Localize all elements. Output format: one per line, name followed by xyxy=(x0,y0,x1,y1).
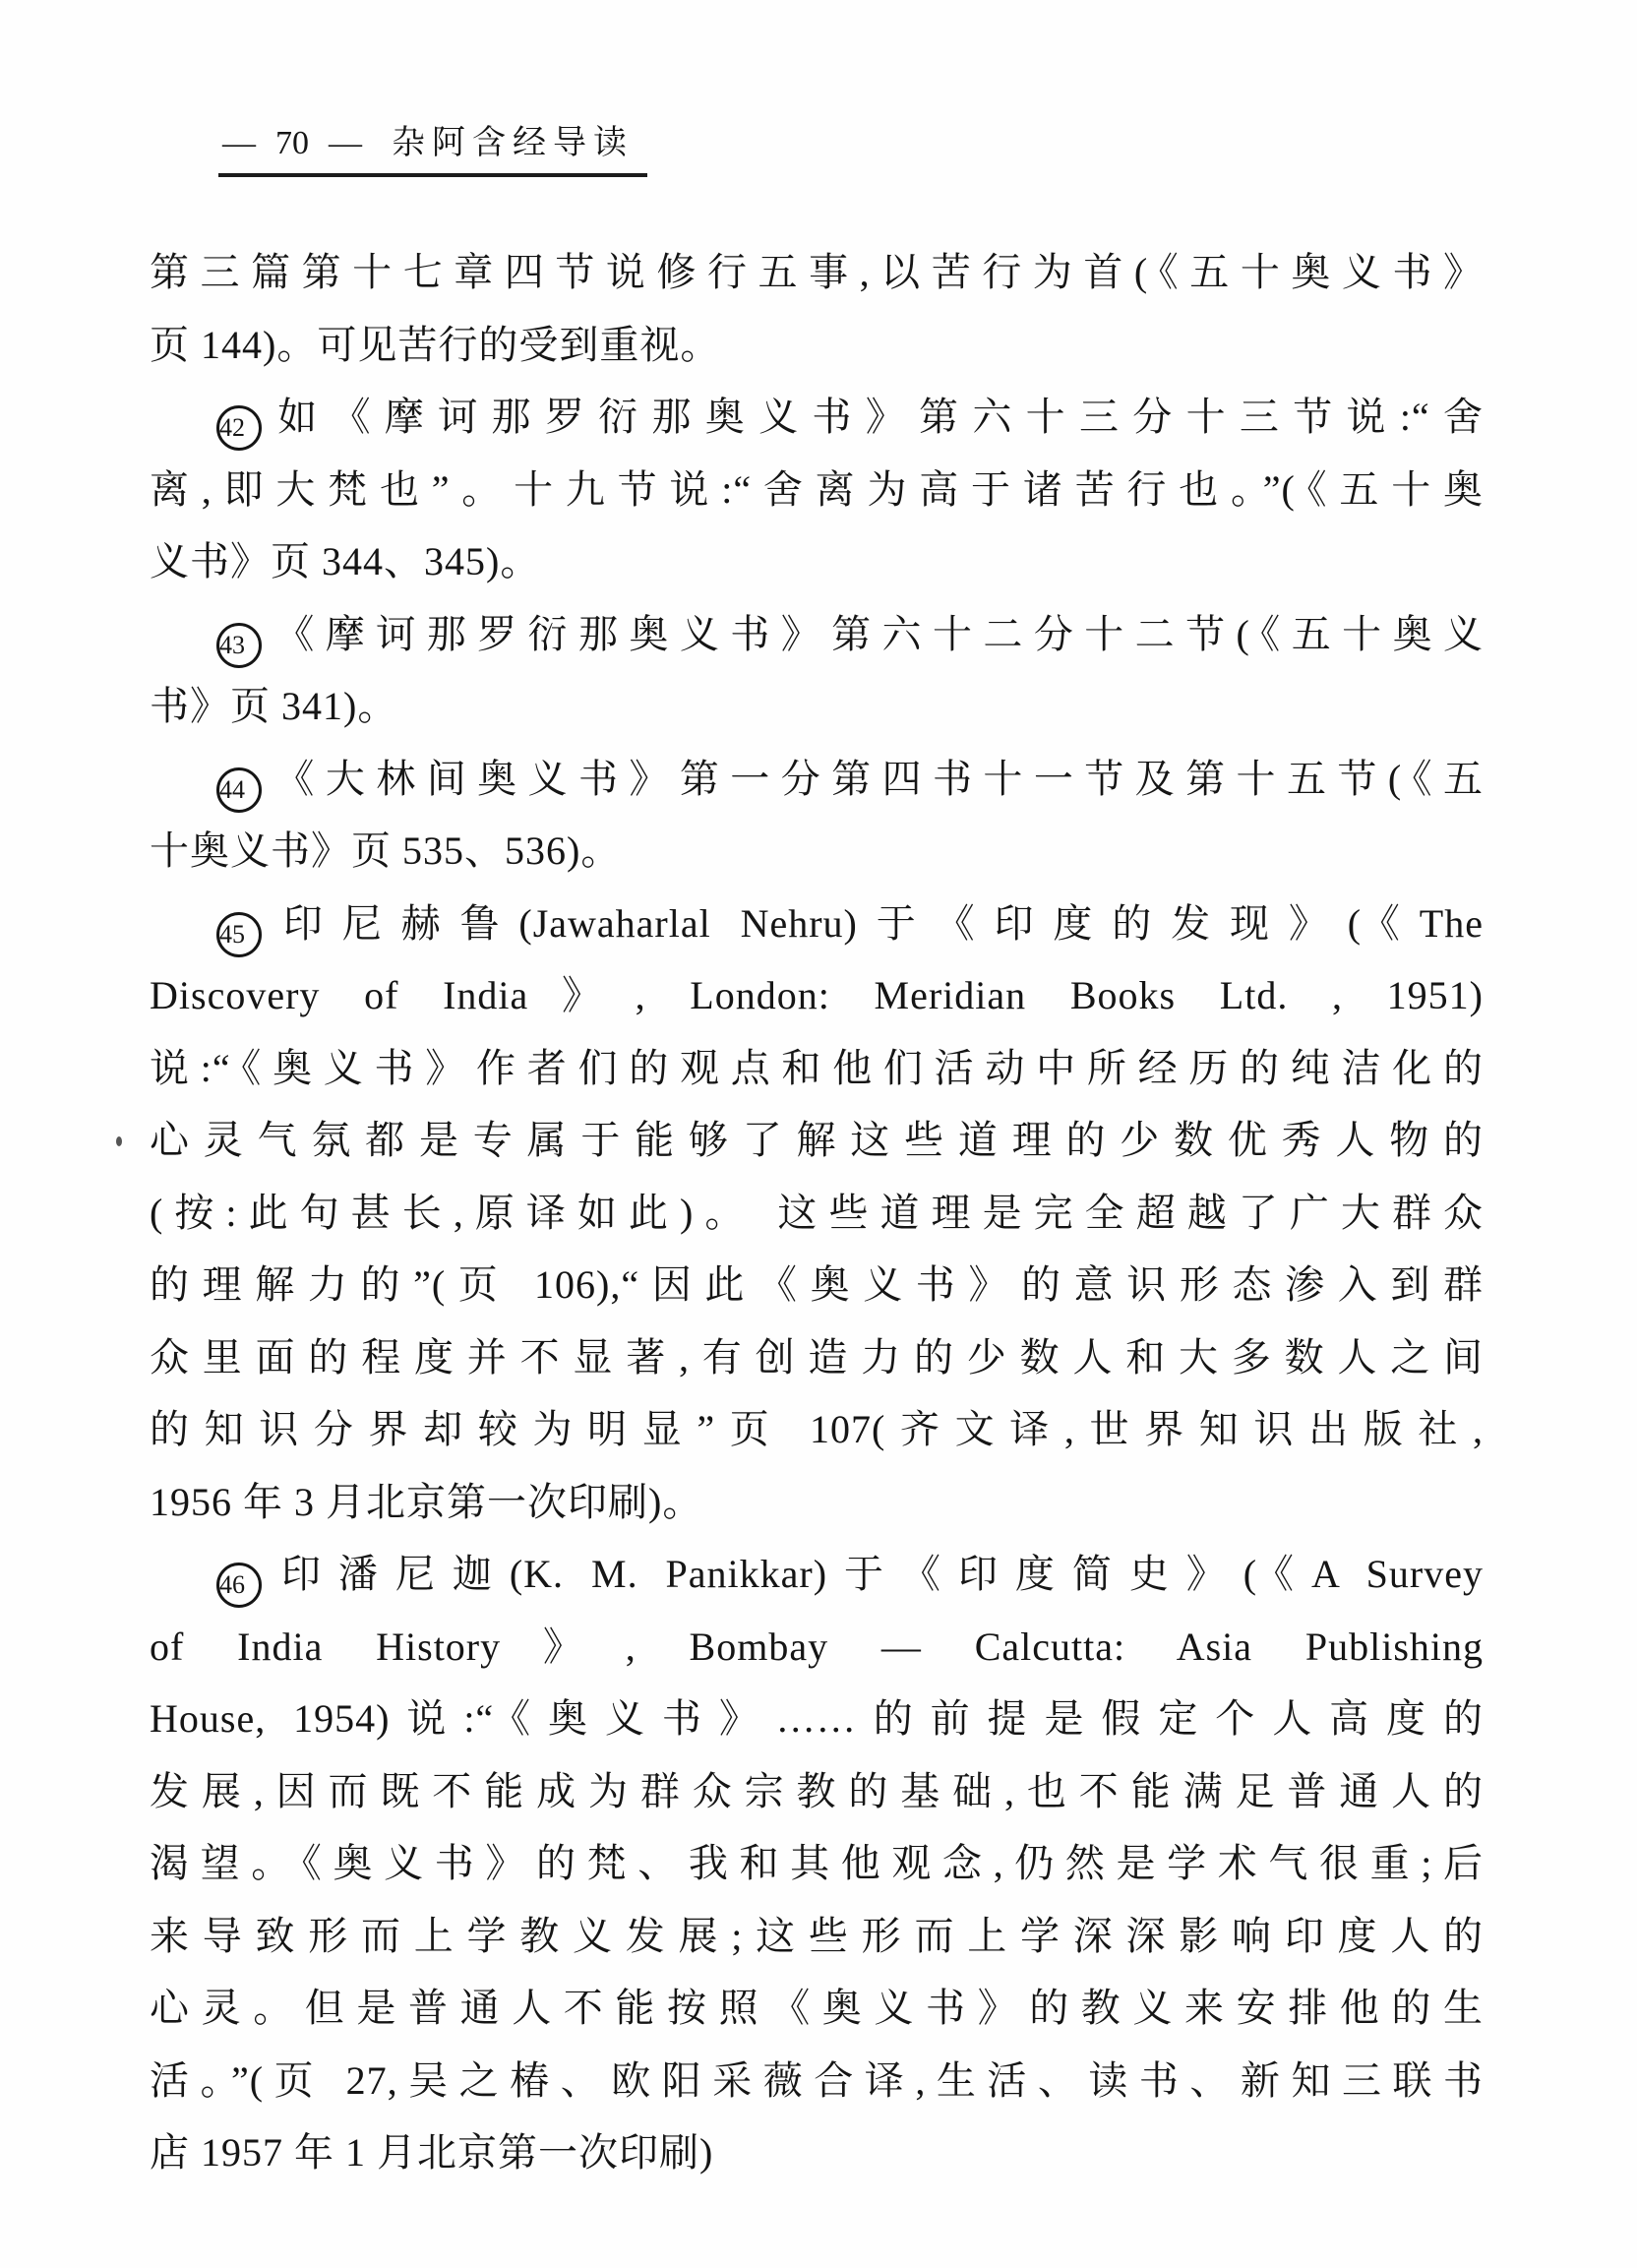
text-line: 渴望。《奥义书》的梵、我和其他观念,仍然是学术气很重;后 xyxy=(150,1841,1484,1885)
footnote-number-marker: 44 xyxy=(216,767,262,813)
text-line: 十奥义书》页 535、536)。 xyxy=(150,828,622,873)
text-line: 42 如《摩诃那罗衍那奥义书》第六十三分十三节说:“舍 xyxy=(150,381,1484,454)
text-line: (按:此句甚长,原译如此)。 这些道理是完全超越了广大群众 xyxy=(150,1190,1484,1235)
text-line: 的理解力的”(页 106),“因此《奥义书》的意识形态渗入到群 xyxy=(150,1262,1484,1307)
text-line: 44 《大林间奥义书》第一分第四书十一节及第十五节(《五 xyxy=(150,743,1484,816)
text-line: 心灵气氛都是专属于能够了解这些道理的少数优秀人物的 xyxy=(150,1118,1484,1162)
footnote-number-marker: 43 xyxy=(216,623,262,668)
header-dash-left: — xyxy=(222,125,256,161)
scan-artifact xyxy=(116,1136,122,1146)
header-dash-right: — xyxy=(329,125,362,161)
footnote-number-marker: 42 xyxy=(216,405,262,451)
page-number: 70 xyxy=(275,125,309,161)
text-line: 发展,因而既不能成为群众宗教的基础,也不能满足普通人的 xyxy=(150,1768,1484,1813)
text-line: House, 1954)说:“《奥义书》……的前提是假定个人高度的 xyxy=(150,1696,1484,1741)
text-line: 1956 年 3 月北京第一次印刷)。 xyxy=(150,1479,703,1524)
running-header xyxy=(218,120,647,177)
footnote-number-marker: 45 xyxy=(216,912,262,957)
text-line: 书》页 341)。 xyxy=(150,684,398,728)
text-line: Discovery of India》, London: Meridian Books Ltd. , 1951) xyxy=(150,973,1484,1017)
text-line: 离,即大梵也”。十九节说:“舍离为高于诸苦行也。”(《五十奥 xyxy=(150,466,1484,512)
text-line: of India History》, Bombay — Calcutta: Asia Publishing xyxy=(150,1624,1484,1669)
text-line: 43 《摩诃那罗衍那奥义书》第六十二分十二节(《五十奥义 xyxy=(150,598,1484,671)
page-body xyxy=(150,236,1484,2189)
text-line: 心灵。但是普通人不能按照《奥义书》的教义来安排他的生 xyxy=(150,1986,1484,2030)
text-line: 第三篇第十七章四节说修行五事,以苦行为首(《五十奥义书》 xyxy=(150,250,1484,294)
text-line: 众里面的程度并不显著,有创造力的少数人和大多数人之间 xyxy=(150,1334,1484,1379)
text-line: 46 印潘尼迦(K. M. Panikkar)于《印度简史》(《A Survey xyxy=(150,1538,1484,1611)
text-line: 页 144)。可见苦行的受到重视。 xyxy=(150,322,721,367)
book-title: 杂阿含经导读 xyxy=(392,125,634,161)
footnote-number-marker: 46 xyxy=(216,1563,262,1608)
text-line: 说:“《奥义书》作者们的观点和他们活动中所经历的纯洁化的 xyxy=(150,1045,1484,1090)
text-line: 的知识分界却较为明显”页 107(齐文译,世界知识出版社, xyxy=(150,1407,1484,1451)
text-line: 义书》页 344、345)。 xyxy=(150,539,541,583)
text-line: 店 1957 年 1 月北京第一次印刷) xyxy=(150,2130,714,2175)
text-line: 活。”(页 27,吴之椿、欧阳采薇合译,生活、读书、新知三联书 xyxy=(150,2057,1484,2103)
text-line: 45 印尼赫鲁(Jawaharlal Nehru)于《印度的发现》(《The xyxy=(150,888,1484,960)
text-line: 来导致形而上学教义发展;这些形而上学深深影响印度人的 xyxy=(150,1913,1484,1958)
